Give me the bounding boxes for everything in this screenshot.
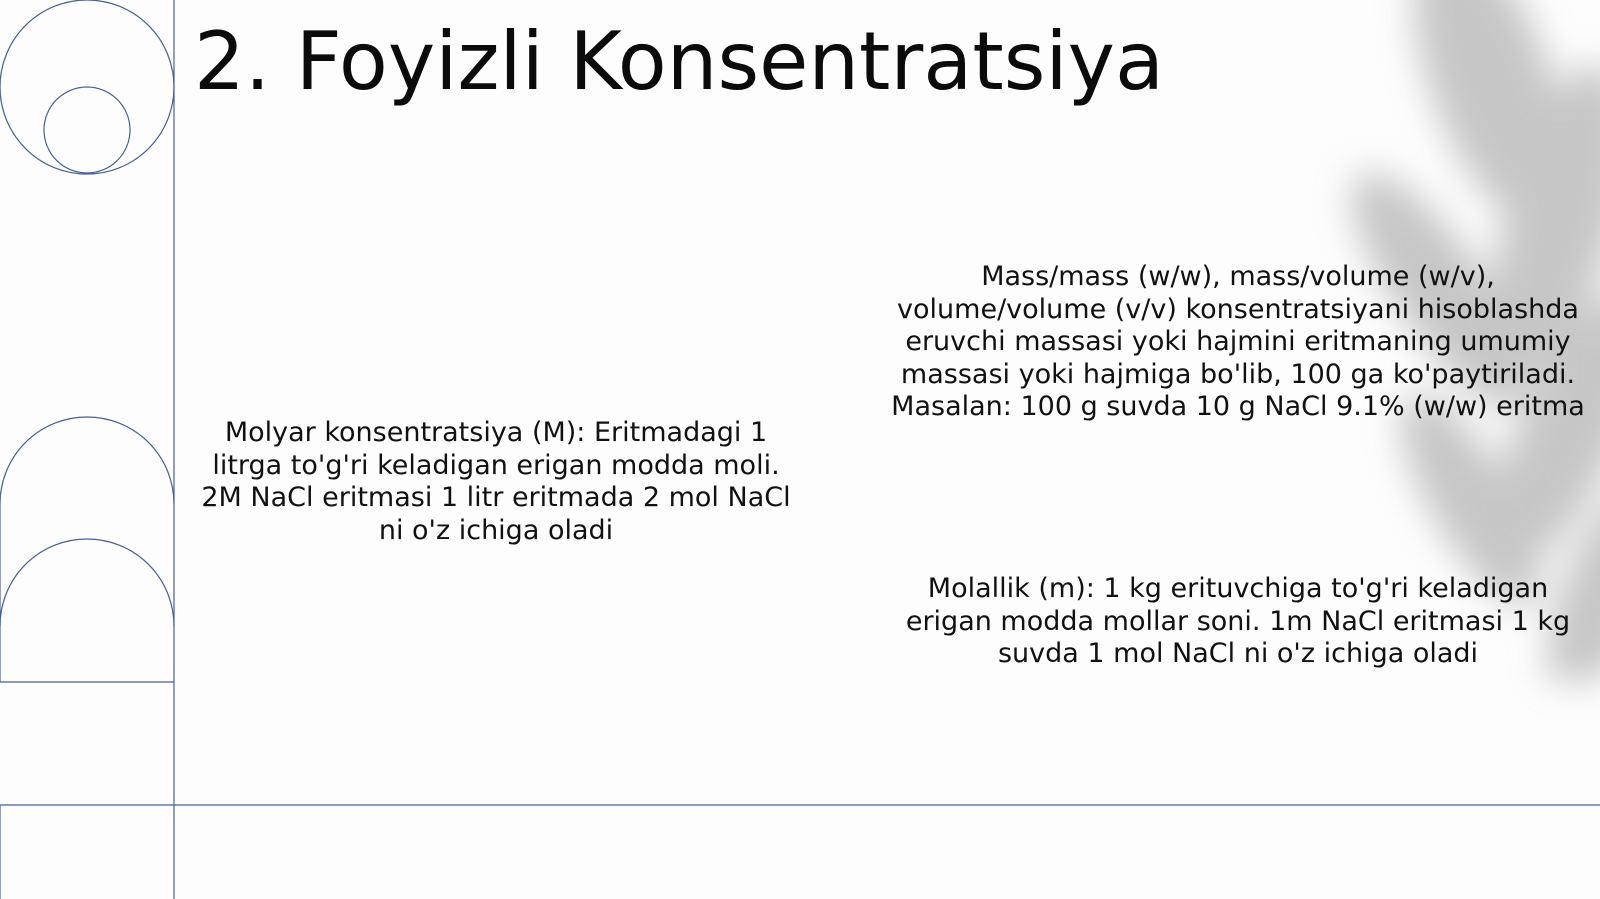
slide-title: 2. Foyizli Konsentratsiya [194, 15, 1164, 108]
molar-concentration-text: Molyar konsentratsiya (M): Eritmadagi 1 litrga to'g'ri keladigan erigan modda moli. 2M NaCl eritmasi 1 litr eritmada 2 mol NaCl ni o'z ichiga oladi [201, 417, 791, 546]
molality-text: Molallik (m): 1 kg erituvchiga to'g'ri keladigan erigan modda mollar soni. 1m NaCl eritmasi 1 kg suvda 1 mol NaCl ni o'z ichiga oladi [905, 573, 1571, 669]
percent-concentration-text: Mass/mass (w/w), mass/volume (w/v), volume/volume (v/v) konsentratsiyani hisoblashda eruvchi massasi yoki hajmini eritmaning umumiy massasi yoki hajmiga bo'lib, 100 ga ko'paytiriladi. Masalan: 100 g suvda 10 g NaCl 9.1% (w/w) eritma [891, 261, 1585, 422]
